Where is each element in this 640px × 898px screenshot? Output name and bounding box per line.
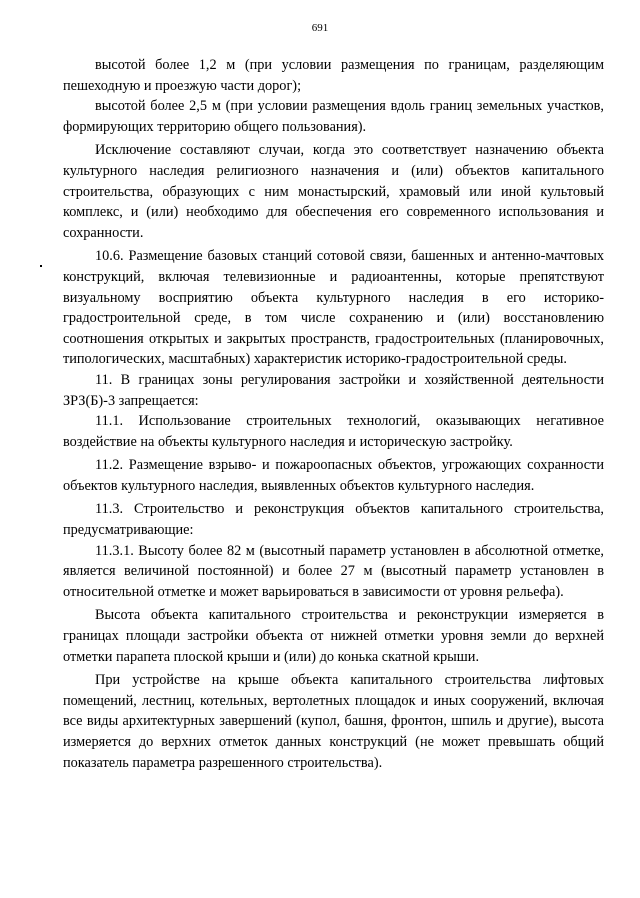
- paragraph-11-1: 11.1. Использование строительных технологий, оказывающих негативное воздействие на объекты культурного наследия и историческую застройку.: [63, 413, 604, 450]
- paragraph-10-6: 10.6. Размещение базовых станций сотовой связи, башенных и антенно-мачтовых конструкций, включая телевизионные и радиоантенны, которые препятствуют визуальному восприятию объекта культурного наследия в его историко-градостроительной среде, в том числе сохранению и (или) восстановлению соотношения открытых и закрытых пространств, градостроительных (планировочных, типологических, масштабных) характеристик историко-градостроительной среды.: [63, 248, 604, 368]
- paragraph-roof-structures: При устройстве на крыше объекта капитального строительства лифтовых помещений, лестниц, котельных, вертолетных площадок и иных сооружений, включая все виды архитектурных завершений (купол, башня, фронтон, шпиль и другие), высота измеряется до верхних отметок данных конструкций (не может превышать общий показатель параметра разрешенного строительства).: [63, 672, 604, 771]
- scan-speck: [40, 265, 42, 267]
- paragraph-height-measure: Высота объекта капитального строительства и реконструкции измеряется в границах площади застройки объекта от нижней отметки уровня земли до верхней отметки парапета плоской крыши и (или) до конька скатной крыши.: [63, 607, 604, 665]
- paragraph-11: 11. В границах зоны регулирования застройки и хозяйственной деятельности ЗРЗ(Б)-3 запрещается:: [63, 371, 604, 409]
- paragraph-exception: Исключение составляют случаи, когда это соответствует назначению объекта культурного наследия религиозного назначения и (или) объектов капитального строительства, образующих с ним монастырский, храмовый или иной культовый комплекс, и (или) необходимо для обеспечения его современного использования и сохранности.: [63, 142, 604, 241]
- paragraph-11-3: 11.3. Строительство и реконструкция объектов капитального строительства, предусматривающие:: [63, 501, 604, 539]
- page-number: 691: [311, 22, 329, 34]
- document-body: [63, 55, 604, 773]
- paragraph-height-2-5m: высотой более 2,5 м (при условии размещения вдоль границ земельных участков, формирующих территорию общего пользования).: [63, 98, 604, 135]
- paragraph-height-1-2m: высотой более 1,2 м (при условии размещения по границам, разделяющим пешеходную и проезжую части дорог);: [63, 57, 604, 94]
- paragraph-11-3-1: 11.3.1. Высоту более 82 м (высотный параметр установлен в абсолютной отметке, является величиной постоянной) и более 27 м (высотный параметр установлен в относительной отметке и может варьироваться в зависимости от уровня рельефа).: [63, 542, 604, 600]
- paragraph-11-2: 11.2. Размещение взрыво- и пожароопасных объектов, угрожающих сохранности объектов культурного наследия, выявленных объектов культурного наследия.: [63, 457, 604, 494]
